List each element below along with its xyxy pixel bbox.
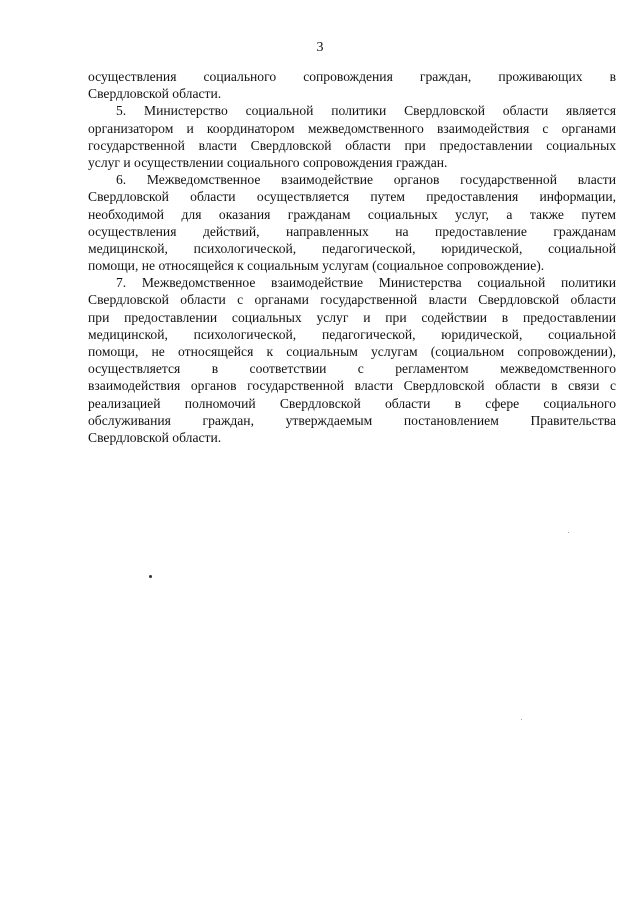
text-line: Свердловской области с органами государственной власти Свердловской области — [88, 292, 616, 308]
paragraph-item-6 — [88, 171, 616, 274]
text-line: 6. Межведомственное взаимодействие органов государственной власти — [116, 172, 616, 188]
text-line: медицинской, психологической, педагогической, юридической, социальной — [88, 240, 616, 256]
scan-speck — [568, 532, 569, 533]
text-line: взаимодействия органов государственной власти Свердловской области в связи с — [88, 378, 616, 394]
text-line: Свердловской области. — [88, 429, 222, 445]
document-body — [88, 68, 616, 446]
text-line: необходимой для оказания гражданам социальных услуг, а также путем — [88, 206, 616, 222]
text-line: помощи, не относящейся к социальным услугам (социальное сопровождение). — [88, 258, 545, 274]
text-line: 5. Министерство социальной политики Свердловской области является — [116, 103, 616, 119]
page-number: 3 — [316, 40, 324, 55]
text-line: осуществления действий, направленных на предоставление гражданам — [88, 223, 616, 239]
paragraph-item-7 — [88, 274, 616, 446]
text-line: государственной власти Свердловской области при предоставлении социальных — [88, 137, 616, 153]
text-line: осуществления социального сопровождения граждан, проживающих в — [88, 69, 616, 84]
text-line: организатором и координатором межведомственного взаимодействия с органами — [88, 120, 616, 136]
text-line: осуществляется в соответствии с регламентом межведомственного — [88, 361, 616, 377]
text-line: при предоставлении социальных услуг и при содействии в предоставлении — [88, 309, 616, 325]
paragraph-item-5 — [88, 102, 616, 171]
scan-speck — [149, 575, 152, 578]
paragraph-continuation — [88, 68, 616, 102]
text-line: Свердловской области. — [88, 86, 222, 102]
text-line: Свердловской области осуществляется путем предоставления информации, — [88, 189, 616, 205]
text-line: реализацией полномочий Свердловской области в сфере социального — [88, 395, 616, 411]
text-line: обслуживания граждан, утверждаемым постановлением Правительства — [88, 412, 616, 428]
text-line: 7. Межведомственное взаимодействие Министерства социальной политики — [116, 275, 616, 291]
text-line: услуг и осуществлении социального сопровождения граждан. — [88, 154, 448, 170]
text-line: помощи, не относящейся к социальным услугам (социальном сопровождении), — [88, 344, 616, 359]
text-line: медицинской, психологической, педагогической, юридической, социальной — [88, 326, 616, 342]
scan-speck — [521, 719, 522, 720]
